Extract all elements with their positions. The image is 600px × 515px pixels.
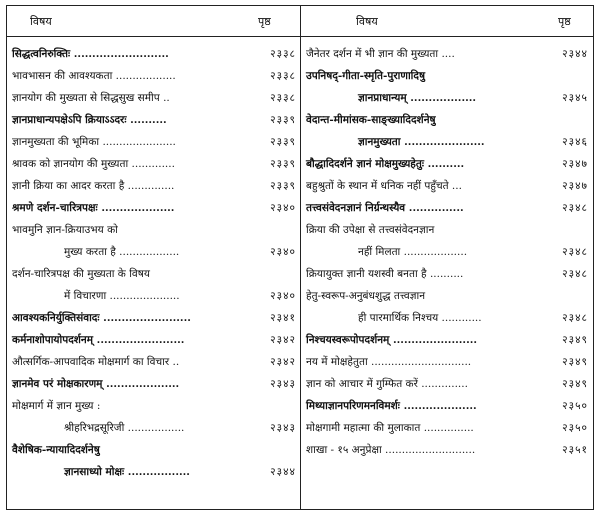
- toc-entry-title: तत्त्वसंवेदनज्ञानं निर्ग्रन्थस्यैव ...............: [306, 202, 464, 214]
- toc-entry-page: २३४९: [562, 334, 588, 346]
- toc-entry: [306, 153, 588, 175]
- toc-entry-page: २३४८: [562, 202, 588, 214]
- toc-entry-page: २३४८: [562, 268, 588, 280]
- toc-entry: [12, 351, 296, 373]
- toc-entry-page: २३३९: [270, 114, 296, 126]
- toc-entry: [12, 241, 296, 263]
- toc-entry-page: २३३९: [270, 136, 296, 148]
- toc-entry-page: २३४६: [562, 136, 588, 148]
- right-contents-column: [306, 43, 588, 461]
- toc-entry-page: २३३९: [270, 158, 296, 170]
- toc-entry-page: २३४८: [562, 312, 588, 324]
- toc-entry-title: भावमुनि ज्ञान-क्रियाउभय को: [12, 224, 118, 236]
- toc-entry: [306, 329, 588, 351]
- toc-entry-title: ज्ञानयोग की मुख्यता से सिद्धसुख समीप ..: [12, 92, 170, 104]
- toc-entry: [12, 307, 296, 329]
- toc-entry-page: २३३८: [270, 48, 296, 60]
- toc-entry-title: में विचारणा .....................: [64, 290, 180, 302]
- toc-entry: [306, 307, 588, 329]
- right-subject-header: विषय: [356, 15, 378, 28]
- toc-entry-title: कर्मनाशोपायोपदर्शनम् ........................: [12, 334, 185, 346]
- toc-entry-page: २३३८: [270, 70, 296, 82]
- toc-entry-title: ज्ञानमुख्यता ......................: [358, 136, 485, 148]
- toc-entry: [306, 285, 588, 307]
- toc-entry: [306, 87, 588, 109]
- toc-entry-page: २३४१: [270, 312, 296, 324]
- toc-entry: [12, 153, 296, 175]
- toc-entry: [306, 175, 588, 197]
- toc-entry: [306, 351, 588, 373]
- toc-entry-title: क्रिया की उपेक्षा से तत्त्वसंवेदनज्ञान: [306, 224, 435, 236]
- toc-entry-title: ज्ञान को आचार में गुम्फित करें ..............: [306, 378, 468, 390]
- toc-entry-page: २३४२: [270, 334, 296, 346]
- toc-entry-title: बौद्धादिदर्शने ज्ञानं मोक्षमुख्यहेतुः ..........: [306, 158, 465, 170]
- toc-entry: [12, 263, 296, 285]
- toc-entry-title: ज्ञानसाध्यो मोक्षः .................: [64, 466, 190, 478]
- toc-entry: [306, 109, 588, 131]
- toc-entry-title: ज्ञानमेव परं मोक्षकारणम् ....................: [12, 378, 180, 390]
- toc-entry-page: २३४४: [562, 48, 588, 60]
- toc-entry-page: २३४३: [270, 422, 296, 434]
- toc-entry: [306, 43, 588, 65]
- toc-entry-title: औत्सर्गिक-आपवादिक मोक्षमार्ग का विचार ..: [12, 356, 180, 368]
- contents-page: [6, 5, 594, 510]
- toc-entry-page: २३४०: [270, 290, 296, 302]
- toc-entry: [12, 65, 296, 87]
- toc-entry-page: २३४५: [562, 92, 588, 104]
- toc-entry-page: २३४७: [562, 158, 588, 170]
- toc-entry: [12, 175, 296, 197]
- toc-entry-title: मोक्षमार्ग में ज्ञान मुख्य :: [12, 400, 101, 412]
- toc-entry-title: ज्ञानप्राधान्यम् ..................: [358, 92, 477, 104]
- toc-entry-page: २३५०: [562, 422, 588, 434]
- left-subject-header: विषय: [30, 15, 52, 28]
- toc-entry-title: निश्चयस्वरूपोपदर्शनम् .......................: [306, 334, 478, 346]
- toc-entry: [306, 395, 588, 417]
- toc-entry-title: आवश्यकनिर्युक्तिसंवादः ........................: [12, 312, 191, 324]
- toc-entry: [12, 439, 296, 461]
- toc-entry-page: २३४४: [270, 466, 296, 478]
- toc-entry-page: २३४९: [562, 356, 588, 368]
- toc-entry: [12, 417, 296, 439]
- toc-entry: [12, 461, 296, 483]
- toc-entry: [306, 131, 588, 153]
- toc-entry-page: २३४०: [270, 246, 296, 258]
- toc-entry-page: २३५०: [562, 400, 588, 412]
- toc-entry-page: २३४८: [562, 246, 588, 258]
- toc-entry-title: वेदान्त-मीमांसक-साङ्ख्यादिदर्शनेषु: [306, 114, 436, 126]
- toc-entry-title: बहुश्रुतों के स्थान में धनिक नहीं पहुँचते ...: [306, 180, 462, 192]
- toc-entry: [306, 417, 588, 439]
- toc-entry-title: भावभासन की आवश्यकता ..................: [12, 70, 176, 82]
- toc-entry: [12, 395, 296, 417]
- toc-entry-title: ज्ञानप्राधान्यपक्षेऽपि क्रियाऽऽदरः ..........: [12, 114, 167, 126]
- toc-entry-page: २३४९: [562, 378, 588, 390]
- toc-entry-title: मोक्षगामी महात्मा की मुलाकात ...............: [306, 422, 474, 434]
- toc-entry-page: २३३८: [270, 92, 296, 104]
- toc-entry: [306, 219, 588, 241]
- toc-entry: [306, 65, 588, 87]
- toc-entry-title: शाखा - १५ अनुप्रेक्षा ...........................: [306, 444, 476, 456]
- toc-entry-title: वैशेषिक-न्यायादिदर्शनेषु: [12, 444, 100, 456]
- toc-entry-page: २३५१: [562, 444, 588, 456]
- toc-entry-title: क्रियायुक्त ज्ञानी यशस्वी बनता है ..........: [306, 268, 464, 280]
- toc-entry-page: २३३९: [270, 180, 296, 192]
- toc-entry: [12, 329, 296, 351]
- toc-entry-title: ज्ञानी क्रिया का आदर करता है ..............: [12, 180, 175, 192]
- toc-entry: [306, 439, 588, 461]
- toc-entry-title: श्रावक को ज्ञानयोग की मुख्यता .............: [12, 158, 175, 170]
- toc-entry-title: मिथ्याज्ञानपरिणमनविमर्शः ....................: [306, 400, 477, 412]
- toc-entry-title: जैनेतर दर्शन में भी ज्ञान की मुख्यता ....: [306, 48, 455, 60]
- toc-entry-page: २३४०: [270, 202, 296, 214]
- toc-entry-title: श्रीहरिभद्रसूरिजी .................: [64, 422, 185, 434]
- toc-entry-title: मुख्य करता है ..................: [64, 246, 180, 258]
- toc-entry-title: उपनिषद्-गीता-स्मृति-पुराणादिषु: [306, 70, 426, 82]
- toc-entry: [12, 87, 296, 109]
- column-divider: [300, 5, 301, 510]
- toc-entry-title: ही पारमार्थिक निश्चय ............: [358, 312, 482, 324]
- toc-entry: [12, 373, 296, 395]
- toc-entry-title: ज्ञानमुख्यता की भूमिका ......................: [12, 136, 176, 148]
- toc-entry: [12, 219, 296, 241]
- toc-entry: [306, 197, 588, 219]
- toc-entry: [12, 197, 296, 219]
- left-page-header: पृष्ठ: [258, 15, 271, 28]
- toc-entry: [306, 263, 588, 285]
- toc-entry-title: दर्शन-चारित्रपक्ष की मुख्यता के विषय: [12, 268, 150, 280]
- toc-entry: [306, 241, 588, 263]
- toc-entry-title: नय में मोक्षहेतुता ..............................: [306, 356, 472, 368]
- left-border: [6, 5, 7, 510]
- right-border: [593, 5, 594, 510]
- toc-entry-title: हेतु-स्वरूप-अनुबंधशुद्ध तत्त्वज्ञान: [306, 290, 426, 302]
- toc-entry: [12, 109, 296, 131]
- toc-entry: [12, 131, 296, 153]
- toc-entry-page: २३४२: [270, 356, 296, 368]
- toc-entry-page: २३४३: [270, 378, 296, 390]
- toc-entry: [12, 285, 296, 307]
- toc-entry-title: नहीं मिलता ...................: [358, 246, 468, 258]
- right-page-header: पृष्ठ: [558, 15, 571, 28]
- toc-entry-title: श्रमणे दर्शन-चारित्रपक्षः ....................: [12, 202, 175, 214]
- toc-entry-title: सिद्धत्वनिरुक्तिः ..........................: [12, 48, 169, 60]
- toc-entry: [12, 43, 296, 65]
- toc-entry: [306, 373, 588, 395]
- left-contents-column: [12, 43, 296, 483]
- toc-entry-page: २३४७: [562, 180, 588, 192]
